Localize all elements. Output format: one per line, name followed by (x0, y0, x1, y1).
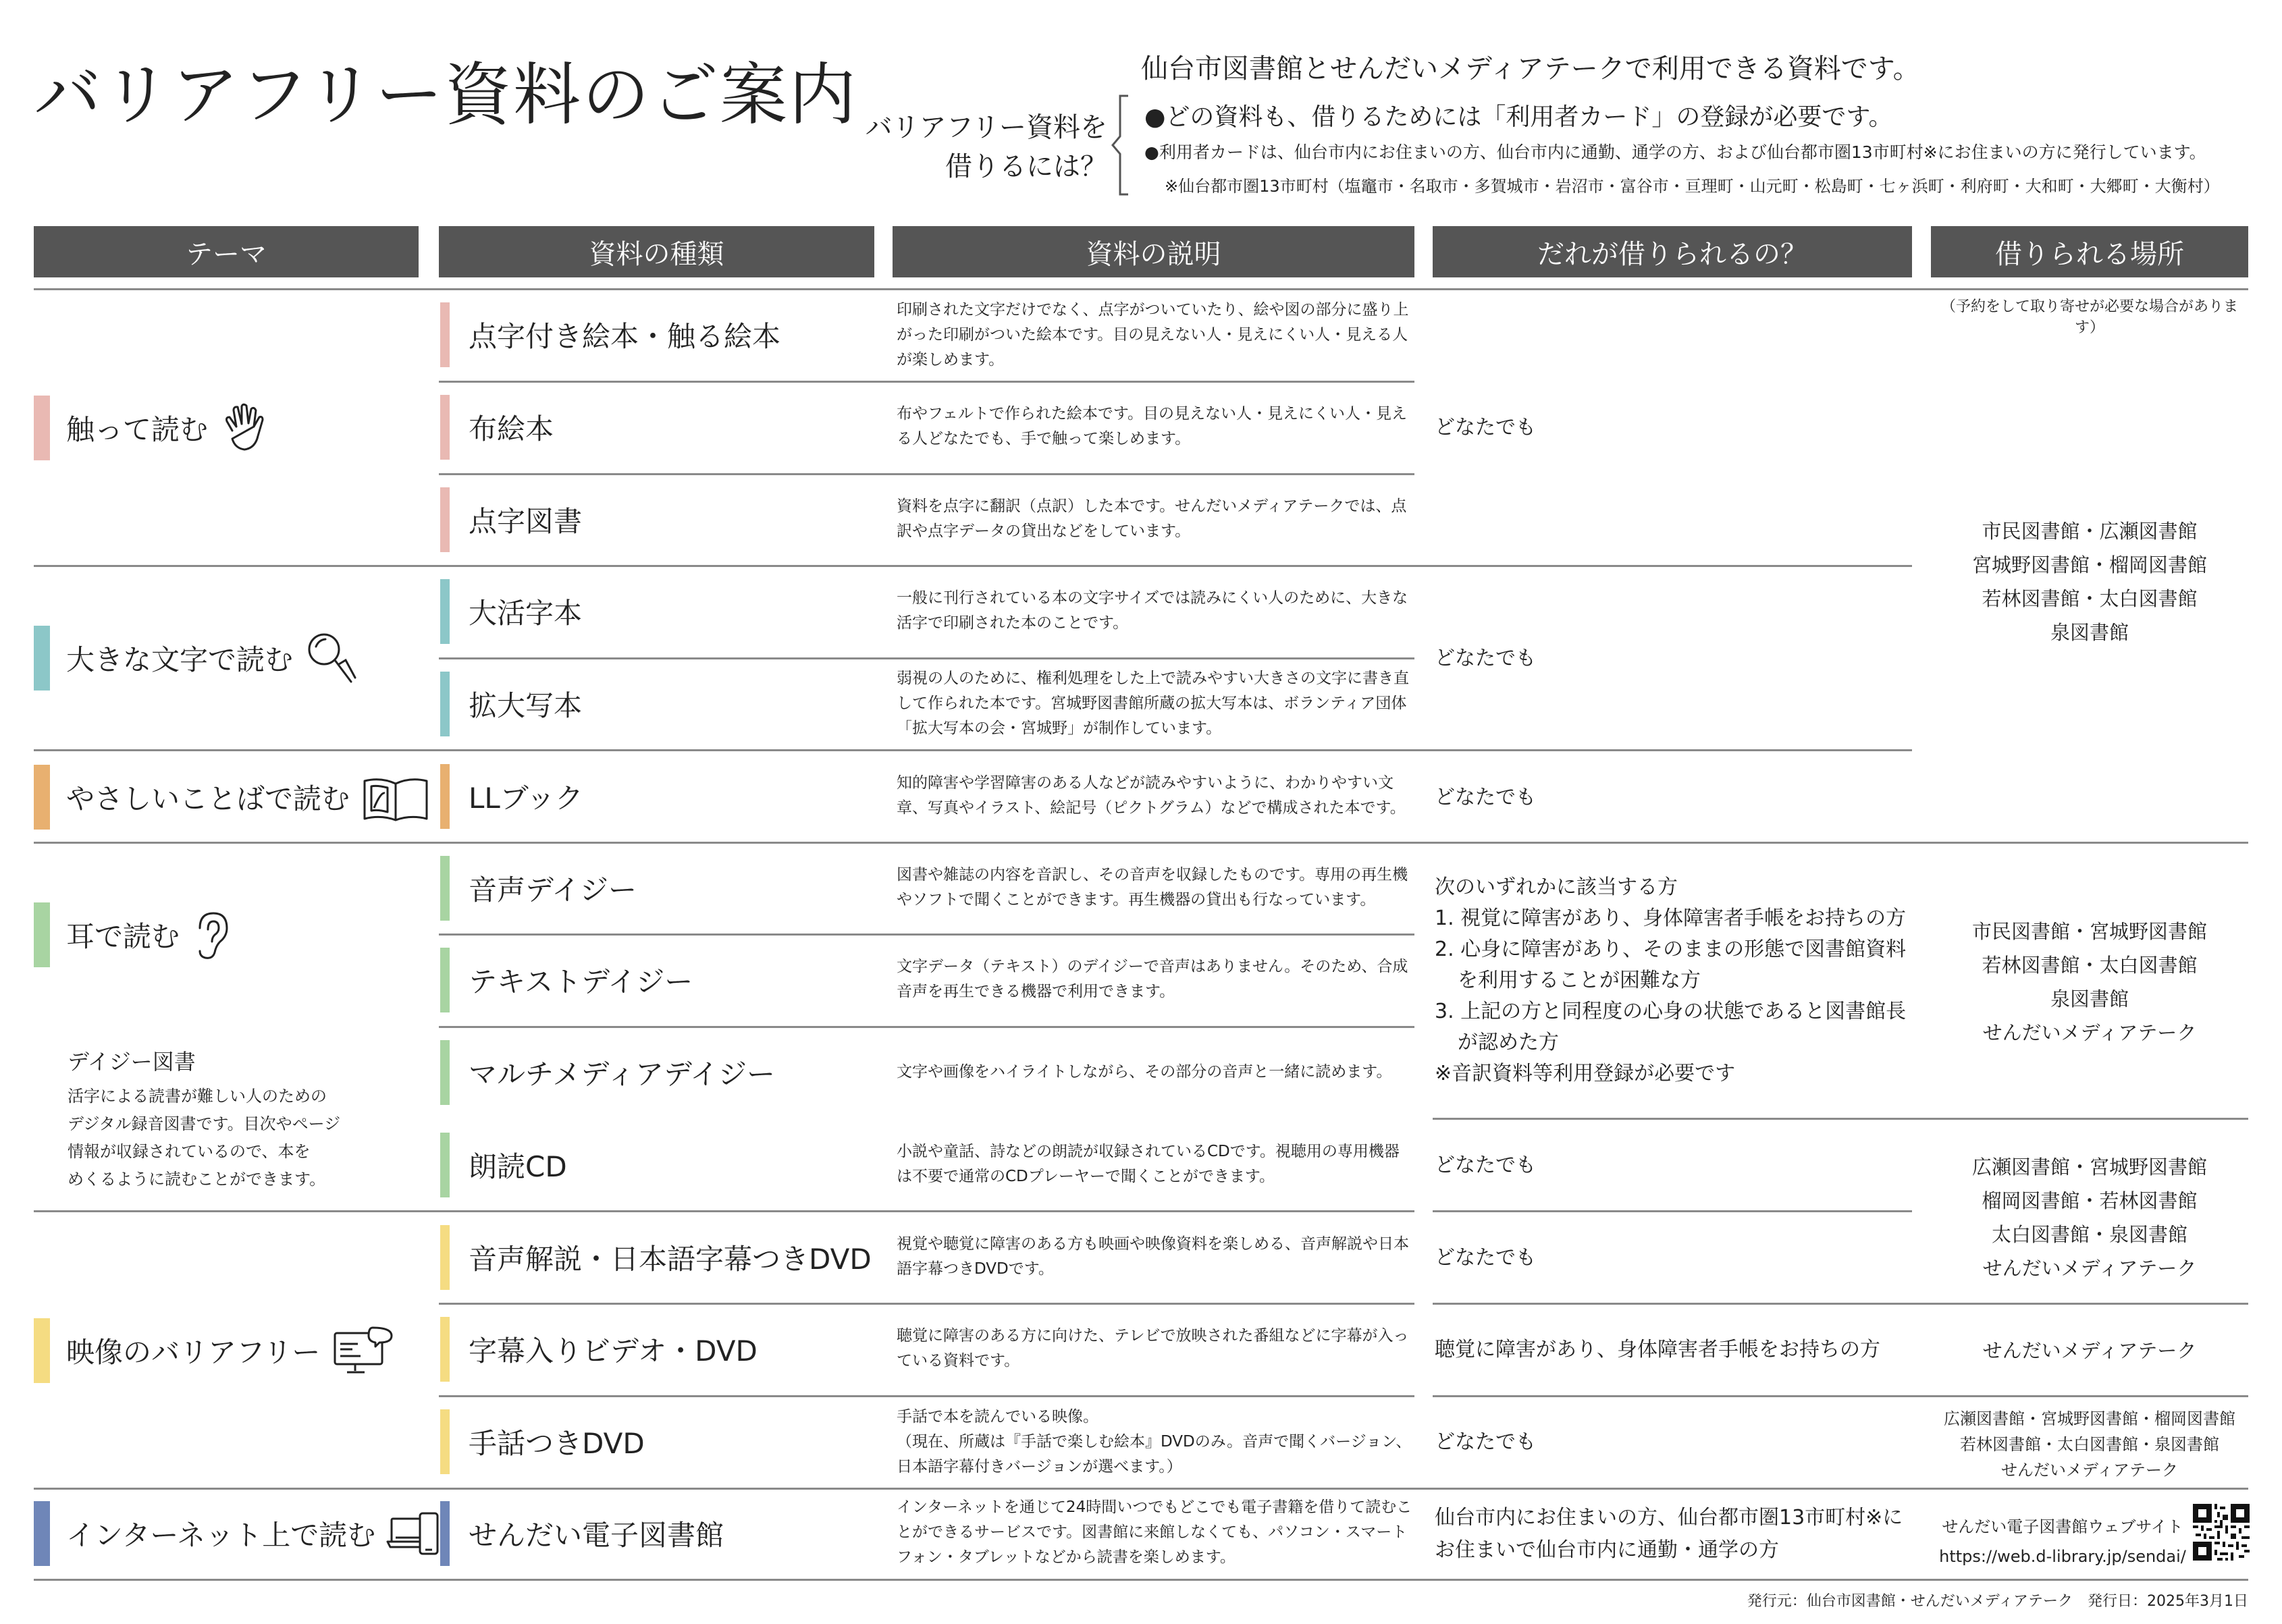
item-description: 印刷された文字だけでなく、点字がついていたり、絵や図の部分に盛り上がった印刷がついた絵本です。目の見えない人・見えにくい人・見える人が楽しめます。 (897, 301, 1409, 369)
place-line: 泉図書館 (2050, 621, 2129, 644)
hand-icon (219, 401, 273, 455)
who-daisy-condition: 3. 上記の方と同程度の心身の状態であると図書館長が認めた方 (1435, 1000, 1907, 1054)
who-anyone: どなたでも (1435, 1154, 1536, 1177)
item-description: 一般に刊行されている本の文字サイズでは読みにくい人のために、大きな活字で印刷された本のことです。 (897, 589, 1408, 632)
type-label: せんだい電子図書館 (469, 1519, 724, 1552)
column-header-theme: テーマ (34, 226, 419, 277)
item-description: 聴覚に障害のある方に向けた、テレビで放映された番組などに字幕が入っている資料です。 (897, 1327, 1409, 1370)
divider (439, 381, 1414, 383)
theme-listen (34, 902, 234, 967)
divider (439, 1026, 1414, 1028)
type-ll-book (440, 764, 583, 829)
item-description: インターネットを通じて24時間いつでもどこでも電子書籍を借りて読むことができるサービスです。図書館に来館しなくても、パソコン・スマートフォン・タブレットなどから読書を楽しめます。 (897, 1498, 1412, 1566)
type-audiobook-cd (440, 1133, 567, 1197)
divider (34, 1210, 1414, 1212)
type-multimedia-daisy (440, 1040, 775, 1105)
divider (34, 1579, 2248, 1581)
who-daisy-list (1435, 903, 1911, 1058)
type-color-bar (440, 302, 450, 367)
divider (439, 1395, 1414, 1397)
type-label: 点字付き絵本・触る絵本 (469, 320, 781, 353)
type-color-bar (440, 487, 450, 552)
place-group-3 (1931, 1150, 2248, 1285)
magnifier-icon (304, 629, 358, 687)
who-anyone: どなたでも (1435, 647, 1536, 670)
type-color-bar (440, 1501, 450, 1566)
place-line: 宮城野図書館・榴岡図書館 (1971, 553, 2207, 576)
daisy-title: デイジー図書 (68, 1049, 196, 1075)
type-label: テキストデイジー (469, 965, 693, 998)
who-internet-line: 仙台市内にお住まいの方、仙台都市圏13市町村※に (1435, 1506, 1903, 1530)
type-color-bar (440, 672, 450, 736)
item-description-line: （現在、所蔵は『手話で楽しむ絵本』DVDのみ。音声で聞くバージョン、日本語字幕付きバージョンが選べます。） (897, 1433, 1412, 1476)
theme-color-bar (34, 902, 50, 967)
column-header-place: 借りられる場所 (1931, 226, 2248, 277)
place-group-2 (1931, 915, 2248, 1050)
divider (439, 473, 1414, 475)
type-color-bar (440, 856, 450, 921)
theme-easy-language (34, 765, 431, 830)
who-daisy-conditions (1435, 872, 1911, 1089)
qr-code-icon[interactable] (2193, 1504, 2250, 1561)
item-description: 視覚や聴覚に障害のある方も映画や映像資料を楽しめる、音声解説や日本語字幕つきDVDです。 (897, 1235, 1409, 1278)
place-line: 榴岡図書館・若林図書館 (1982, 1189, 2198, 1212)
place-line: 泉図書館 (2050, 987, 2129, 1010)
theme-label: 大きな文字で読む (66, 643, 294, 676)
item-description: 知的障害や学習障害のある人などが読みやすいように、わかりやすい文章、写真やイラスト、絵記号（ピクトグラム）などで構成された本です。 (897, 774, 1406, 817)
type-label: 朗読CD (469, 1150, 567, 1183)
place-line: 市民図書館・広瀬図書館 (1982, 520, 2198, 543)
place-note: （予約をして取り寄せが必要な場合があります） (1940, 298, 2238, 336)
place-group-5 (1931, 1406, 2248, 1483)
type-braille-book (440, 487, 582, 552)
theme-large-print (34, 626, 358, 691)
divider (34, 842, 2248, 844)
publisher-info: 発行元：仙台市図書館・せんだいメディアテーク 発行日：2025年3月1日 (1747, 1593, 2248, 1610)
place-line: 広瀬図書館・宮城野図書館・榴岡図書館 (1944, 1409, 2235, 1428)
type-color-bar (440, 948, 450, 1012)
type-label: 音声解説・日本語字幕つきDVD (469, 1243, 872, 1276)
type-text-daisy (440, 948, 693, 1012)
who-internet-line: お住まいで仙台市内に通勤・通学の方 (1435, 1538, 1779, 1562)
divider (34, 565, 1912, 567)
daisy-desc-line: デジタル録音図書です。目次やページ (68, 1114, 341, 1133)
type-label: 手話つきDVD (469, 1427, 645, 1460)
daisy-description (68, 1083, 385, 1193)
place-line: 市民図書館・宮城野図書館 (1971, 920, 2207, 943)
theme-label: インターネット上で読む (66, 1519, 376, 1552)
who-anyone: どなたでも (1435, 786, 1536, 809)
type-large-print-book (440, 579, 582, 644)
who-anyone: どなたでも (1435, 416, 1536, 439)
page-title: バリアフリー資料のご案内 (34, 55, 857, 134)
type-color-bar (440, 1409, 450, 1474)
divider (1433, 1210, 1912, 1212)
type-color-bar (440, 1040, 450, 1105)
intro-text: 仙台市図書館とせんだいメディアテークで利用できる資料です。 (1141, 53, 1920, 84)
monitor-icon (331, 1324, 396, 1378)
e-library-name: せんだい電子図書館ウェブサイト (1942, 1517, 2183, 1536)
who-daisy-condition: 2. 心身に障害があり、そのままの形態で図書館資料を利用することが困難な方 (1435, 938, 1907, 992)
place-line: 若林図書館・太白図書館 (1982, 954, 2198, 977)
place-line: せんだいメディアテーク (1982, 1021, 2197, 1044)
daisy-desc-line: 情報が収録されているので、本を (68, 1142, 311, 1161)
theme-label: 耳で読む (66, 920, 180, 953)
howto-label-line2: 借りるには？ (945, 151, 1107, 182)
type-label: 音声デイジー (469, 873, 637, 906)
howto-label (857, 108, 1107, 186)
open-book-icon (361, 772, 431, 823)
divider (439, 1303, 1414, 1305)
type-color-bar (440, 1317, 450, 1382)
type-label: 字幕入りビデオ・DVD (469, 1334, 758, 1368)
who-anyone: どなたでも (1435, 1246, 1536, 1270)
type-label: 布絵本 (469, 412, 554, 445)
daisy-desc-line: めくるように読むことができます。 (68, 1170, 326, 1189)
type-e-library (440, 1501, 724, 1566)
type-label: 点字図書 (469, 505, 583, 538)
type-label: LLブック (469, 782, 583, 815)
who-daisy-note: ※音訳資料等利用登録が必要です (1435, 1062, 1736, 1085)
type-label: 拡大写本 (469, 689, 583, 722)
item-description-line: 手話で本を読んでいる映像。 (897, 1408, 1098, 1426)
theme-touch (34, 396, 273, 460)
type-subtitled-video (440, 1317, 758, 1382)
type-enlarged-copy (440, 672, 582, 736)
requirement-text: ●どの資料も、借りるためには「利用者カード」の登録が必要です。 (1144, 103, 1893, 131)
item-description: 図書や雑誌の内容を音訳し、その音声を収録したものです。専用の再生機やソフトで聞くことができます。再生機器の貸出も行なっています。 (897, 866, 1408, 909)
type-audio-description-dvd (440, 1225, 872, 1290)
howto-label-line1: バリアフリー資料を (865, 112, 1107, 143)
divider (1433, 1395, 2248, 1397)
theme-internet (34, 1501, 443, 1566)
column-header-who: だれが借りられるの？ (1433, 226, 1912, 277)
divider (1433, 1118, 2248, 1120)
place-line: 広瀬図書館・宮城野図書館 (1971, 1156, 2207, 1179)
type-label: マルチメディアデイジー (469, 1058, 776, 1091)
place-line: 太白図書館・泉図書館 (1991, 1223, 2187, 1246)
who-daisy-intro: 次のいずれかに該当する方 (1435, 875, 1678, 899)
item-description: 資料を点字に翻訳（点訳）した本です。せんだいメディアテークでは、点訳や点字データの貸出などをしています。 (897, 497, 1407, 540)
type-audio-daisy (440, 856, 637, 921)
divider (34, 749, 1912, 751)
column-header-type: 資料の種類 (439, 226, 874, 277)
theme-color-bar (34, 1501, 50, 1566)
card-info-text: ●利用者カードは、仙台市内にお住まいの方、仙台市内に通勤、通学の方、および仙台都市圏13市町村※にお住まいの方に発行しています。 (1144, 142, 2206, 162)
ear-icon (190, 908, 234, 962)
theme-color-bar (34, 765, 50, 830)
who-hearing-impaired: 聴覚に障害があり、身体障害者手帳をお持ちの方 (1435, 1338, 1880, 1361)
column-header-description: 資料の説明 (893, 226, 1414, 277)
who-daisy-condition: 1. 視覚に障害があり、身体障害者手帳をお持ちの方 (1435, 906, 1907, 930)
place-group-1 (1931, 514, 2248, 649)
divider (439, 933, 1414, 936)
item-description: 文字や画像をハイライトしながら、その部分の音声と一緒に読めます。 (897, 1063, 1392, 1081)
theme-color-bar (34, 1318, 50, 1383)
type-braille-picture-book (440, 302, 780, 367)
type-color-bar (440, 579, 450, 644)
type-cloth-book (440, 395, 554, 460)
daisy-desc-line: 活字による読書が難しい人のための (68, 1087, 327, 1106)
item-description: 小説や童話、詩などの朗読が収録されているCDです。視聴用の専用機器は不要で通常のCDプレーヤーで聞くことができます。 (897, 1143, 1400, 1185)
type-label: 大活字本 (469, 597, 583, 630)
item-description: 弱視の人のために、権利処理をした上で読みやすい大きさの文字に書き直して作られた本です。宮城野図書館所蔵の拡大写本は、ボランティア団体「拡大写本の会・宮城野」が制作しています。 (897, 670, 1409, 737)
divider (1433, 1303, 2248, 1305)
theme-color-bar (34, 396, 50, 460)
type-color-bar (440, 395, 450, 460)
type-sign-language-dvd (440, 1409, 645, 1474)
item-description: 文字データ（テキスト）のデイジーで音声はありません。そのため、合成音声を再生できる機器で利用できます。 (897, 958, 1408, 1000)
place-line: 若林図書館・太白図書館 (1982, 587, 2198, 610)
theme-label: 映像のバリアフリー (66, 1336, 321, 1369)
item-description: 布やフェルトで作られた絵本です。目の見えない人・見えにくい人・見える人どなたでも、手で触って楽しめます。 (897, 405, 1408, 448)
item-description (897, 1405, 1413, 1480)
divider (439, 657, 1414, 659)
place-line: 若林図書館・太白図書館・泉図書館 (1960, 1435, 2219, 1454)
place-line: せんだいメディアテーク (1982, 1257, 2197, 1280)
who-internet (1435, 1502, 1911, 1567)
type-color-bar (440, 1133, 450, 1197)
divider (34, 1488, 2248, 1490)
theme-label: やさしいことばで読む (66, 782, 350, 815)
type-color-bar (440, 1225, 450, 1290)
theme-video (34, 1318, 396, 1383)
type-color-bar (440, 764, 450, 829)
theme-color-bar (34, 626, 50, 691)
laptop-phone-icon (386, 1507, 443, 1561)
municipality-note: ※仙台都市圏13市町村（塩竈市・名取市・多賀城市・岩沼市・富谷市・亘理町・山元町・松島町・七ヶ浜町・利府町・大和町・大郷町・大衡村） (1165, 177, 2220, 196)
daisy-info (68, 1045, 385, 1193)
place-group-4: せんだいメディアテーク (1982, 1339, 2197, 1362)
divider (34, 288, 2248, 290)
who-anyone: どなたでも (1435, 1430, 1536, 1454)
e-library-link[interactable] (1938, 1512, 2187, 1571)
theme-label: 触って読む (66, 413, 209, 446)
place-line: せんだいメディアテーク (2000, 1461, 2179, 1480)
e-library-url[interactable]: https://web.d-library.jp/sendai/ (1939, 1547, 2186, 1566)
brace-icon (1111, 94, 1131, 196)
